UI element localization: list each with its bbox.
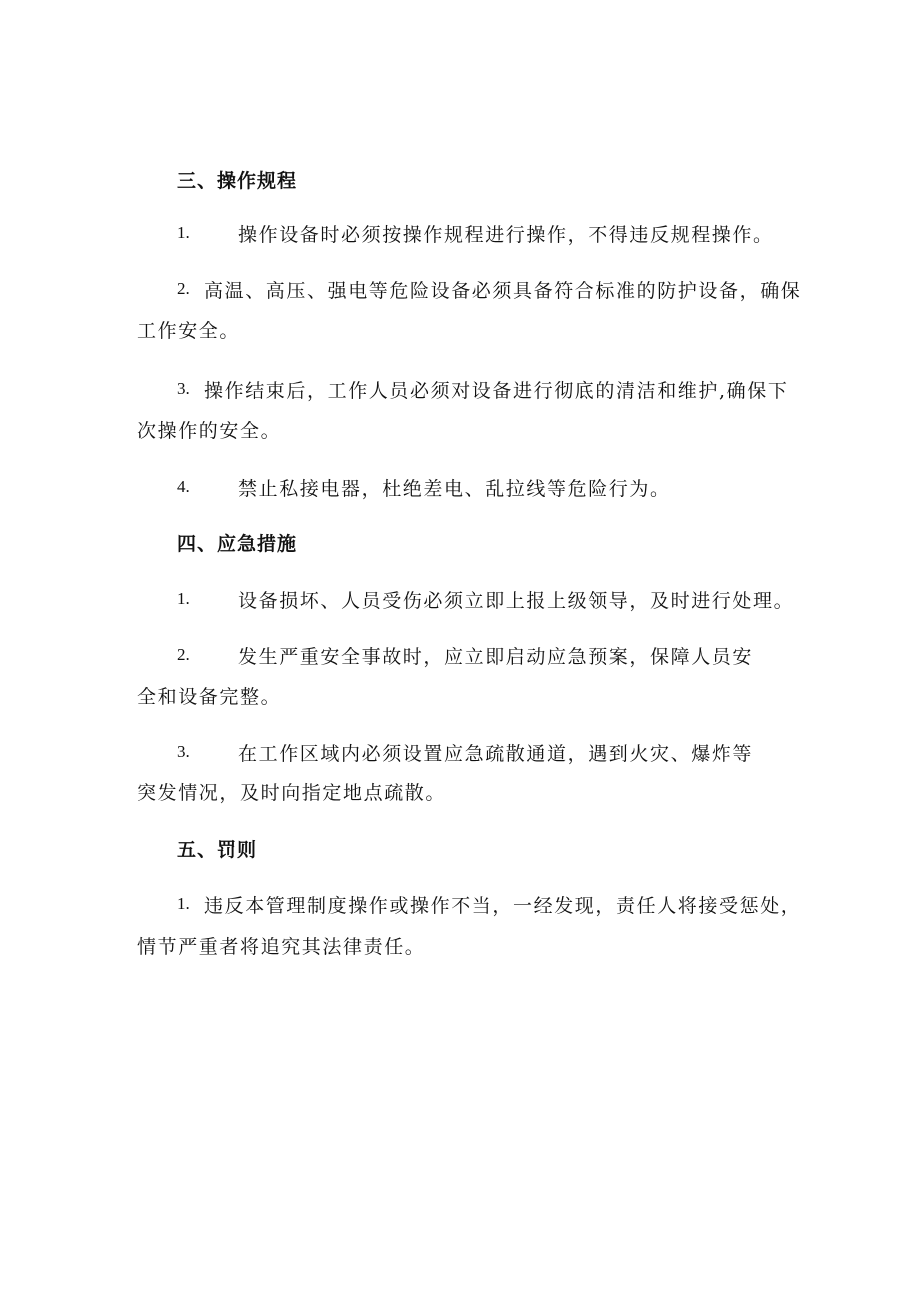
- list-item-text: 发生严重安全事故时，应立即启动应急预案，保障人员安: [238, 646, 754, 668]
- list-item-number: 2.: [177, 645, 190, 664]
- list-item-text-continued: 次操作的安全。: [137, 420, 282, 442]
- list-item-text: 高温、高压、强电等危险设备必须具备符合标准的防护设备，确保: [204, 280, 802, 302]
- list-item-text-continued: 情节严重者将追究其法律责任。: [137, 936, 426, 958]
- list-item-text: 操作设备时必须按操作规程进行操作，不得违反规程操作。: [238, 224, 774, 246]
- list-item-number: 1.: [177, 589, 190, 608]
- list-item-text: 操作结束后，工作人员必须对设备进行彻底的清洁和维护,确保下: [204, 380, 789, 402]
- list-item-text-continued: 突发情况，及时向指定地点疏散。: [137, 782, 447, 804]
- list-item-text: 禁止私接电器，杜绝差电、乱拉线等危险行为。: [238, 478, 671, 500]
- list-item-text: 设备损坏、人员受伤必须立即上报上级领导，及时进行处理。: [238, 590, 795, 612]
- list-item-number: 2.: [177, 279, 190, 298]
- list-item-text-continued: 全和设备完整。: [137, 686, 282, 708]
- section-heading-penalties: 五、罚则: [177, 839, 258, 861]
- list-item-text: 违反本管理制度操作或操作不当，一经发现，责任人将接受惩处，: [204, 895, 802, 917]
- list-item-text: 在工作区域内必须设置应急疏散通道，遇到火灾、爆炸等: [238, 743, 754, 765]
- section-heading-operating-rules: 三、操作规程: [177, 170, 298, 192]
- list-item-text-continued: 工作安全。: [137, 320, 241, 342]
- section-heading-emergency-measures: 四、应急措施: [177, 533, 298, 555]
- list-item-number: 1.: [177, 223, 190, 242]
- list-item-number: 1.: [177, 894, 190, 913]
- list-item-number: 3.: [177, 379, 190, 398]
- list-item-number: 3.: [177, 742, 190, 761]
- list-item-number: 4.: [177, 477, 190, 496]
